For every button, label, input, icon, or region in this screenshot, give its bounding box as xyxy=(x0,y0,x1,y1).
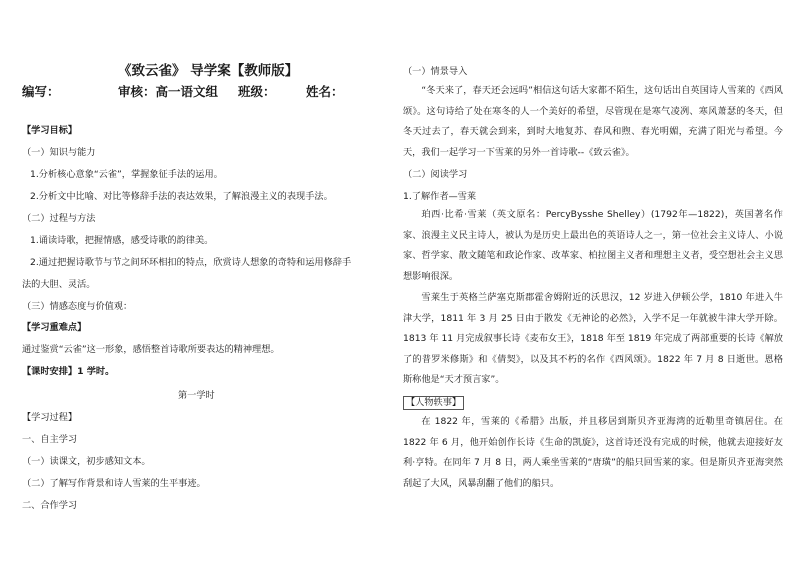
biography-paragraph: 雪莱生于英格兰萨塞克斯郡霍舍姆附近的沃思汉，12 岁进入伊顿公学，1810 年进入牛津大学，1811 年 3 月 25 日由于散发《无神论的必然》，入学不足一年就被牛津大学开除。1813 年 11 月完成叙事长诗《麦布女王》，1818 年至 1819 年完成了两部重要的长诗《解放了的普罗米修斯》和《倩契》，以及其不朽的名作《西风颂》。1822 年 7 月 8 日逝世。恩格斯称他是“天才预言家”。 xyxy=(403,292,783,385)
intro-paragraph: “冬天来了，春天还会远吗”相信这句话大家都不陌生，这句话出自英国诗人雪莱的《西风颂》。这句诗给了处在寒冬的人一个美好的希望，尽管现在是寒气凌冽、寒风萧瑟的冬天，但冬天过去了，春天就会到来，到时大地复苏、春风和煦、春光明媚，充满了阳光与希望。今天，我们一起学习一下雪莱的另外一首诗歌--《致云雀》。 xyxy=(403,85,783,158)
keypoint-text: 通过鉴赏“云雀”这一形象，感悟整首诗歌所要表达的精神理想。 xyxy=(22,344,280,355)
section-process: 【学习过程】 xyxy=(22,412,78,423)
step-heading: 一、自主学习 xyxy=(22,434,78,445)
anecdote-paragraph: 在 1822 年，雪莱的《希腊》出版，并且移居到斯贝齐亚海湾的近勒里奇镇居住。在 1822 年 6 月，他开始创作长诗《生命的凯旋》，这首诗还没有完成的时候，他就去迎接好友利·亨特。在同年 7 月 8 日，两人乘坐雪莱的“唐璜”的船只回雪莱的家。但是斯贝齐亚海突然刮起了大风，风暴刮翻了他们的船只。 xyxy=(403,416,783,489)
subsection-attitude: （三）情感态度与价值观： xyxy=(22,301,133,312)
heading-intro: （一）情景导入 xyxy=(403,66,468,77)
heading-anecdotes xyxy=(403,396,464,410)
objective-item: 2.通过把握诗歌节与节之间环环相扣的特点，欣赏诗人想象的奇特和运用修辞手 xyxy=(30,257,352,268)
step-heading: 二、合作学习 xyxy=(22,500,78,511)
objective-item: 1.诵读诗歌，把握情感，感受诗歌的韵律美。 xyxy=(30,235,214,246)
heading-reading: （二）阅读学习 xyxy=(403,169,468,180)
objective-item-cont: 法的大胆、灵活。 xyxy=(22,279,96,290)
section-objectives: 【学习目标】 xyxy=(22,125,78,136)
heading-author: 1.了解作者—雪莱 xyxy=(403,191,477,202)
page-title: 《致云雀》 导学案【教师版】 xyxy=(118,63,299,79)
meta-reviewer: 审核：高一语文组 xyxy=(118,84,219,99)
author-paragraph: 珀西·比希·雪莱（英文原名：PercyBysshe Shelley）(1792年—1822)，英国著名作家、浪漫主义民主诗人，被认为是历史上最出色的英语诗人之一，第一位社会主义诗人、小说家、哲学家、散文随笔和政论作家、改革家、柏拉图主义者和理想主义者，受空想社会主义思想影响很深。 xyxy=(403,209,783,282)
section-keypoints: 【学习重难点】 xyxy=(22,322,87,333)
section-schedule: 【课时安排】1 学时。 xyxy=(22,366,115,377)
step-item: （一）读课文，初步感知文本。 xyxy=(22,456,151,467)
objective-item: 1.分析核心意象“云雀”，掌握象征手法的运用。 xyxy=(30,169,223,180)
meta-class: 班级： xyxy=(238,84,276,99)
subsection-knowledge: （一）知识与能力 xyxy=(22,147,96,158)
subsection-process: （二）过程与方法 xyxy=(22,213,96,224)
step-item: （二）了解写作背景和诗人雪莱的生平事迹。 xyxy=(22,478,206,489)
objective-item: 2.分析文中比喻、对比等修辞手法的表达效果，了解浪漫主义的表现手法。 xyxy=(30,191,333,202)
anecdotes-label: 【人物轶事】 xyxy=(403,396,464,410)
lesson-heading: 第一学时 xyxy=(178,390,215,401)
meta-name: 姓名： xyxy=(306,84,344,99)
meta-editor: 编写： xyxy=(22,84,60,99)
